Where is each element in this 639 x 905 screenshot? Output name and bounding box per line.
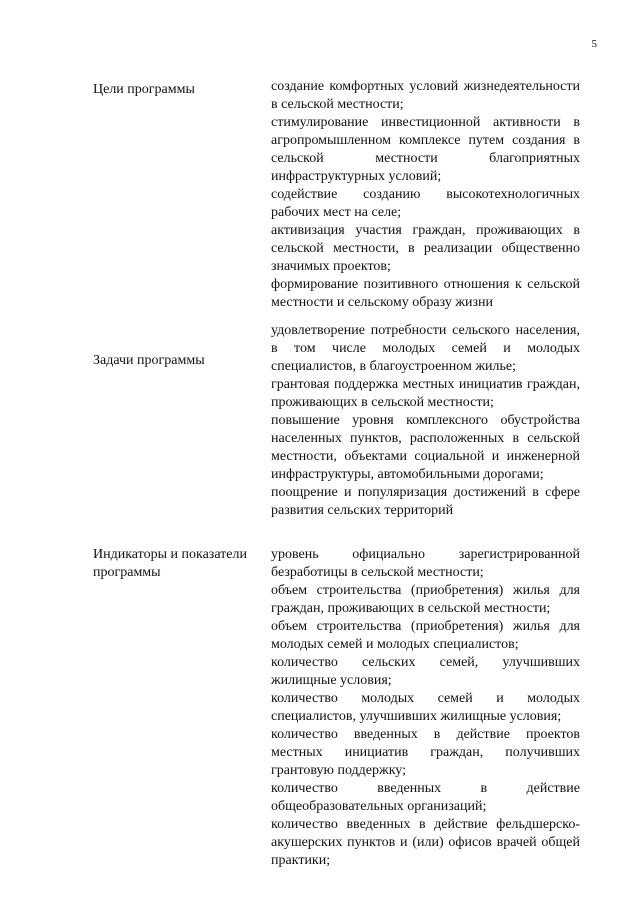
page-number: 5 bbox=[591, 38, 597, 50]
task-item: удовлетворение потребности сельского населения, в том числе молодых семей и молодых специалистов, в благоустроенном жилье; bbox=[271, 323, 580, 374]
indicator-item: количество введенных в действие фельдшерско-акушерских пунктов и (или) офисов врачей общей практики; bbox=[271, 817, 580, 868]
goal-item: формирование позитивного отношения к сельской местности и сельскому образу жизни bbox=[271, 277, 580, 310]
goal-item: стимулирование инвестиционной активности в агропромышленном комплексе путем создания в сельской местности благоприятных инфраструктурных условий; bbox=[271, 115, 580, 184]
goal-item: содействие созданию высокотехнологичных рабочих мест на селе; bbox=[271, 187, 580, 220]
indicator-item: уровень официально зарегистрированной безработицы в сельской местности; bbox=[271, 547, 580, 580]
indicator-item: количество введенных в действие общеобразовательных организаций; bbox=[271, 781, 580, 814]
goal-item: создание комфортных условий жизнедеятельности в сельской местности; bbox=[271, 79, 580, 112]
task-item: грантовая поддержка местных инициатив граждан, проживающих в сельской местности; bbox=[271, 377, 580, 410]
indicator-item: количество молодых семей и молодых специалистов, улучшивших жилищные условия; bbox=[271, 691, 580, 724]
goal-item: активизация участия граждан, проживающих в сельской местности, в реализации общественно значимых проектов; bbox=[271, 223, 580, 274]
section-label-goals: Цели программы bbox=[93, 82, 195, 97]
indicator-item: количество сельских семей, улучшивших жилищные условия; bbox=[271, 655, 580, 688]
section-content-tasks bbox=[271, 322, 580, 520]
section-label-indicators: Индикаторы и показатели программы bbox=[93, 547, 247, 580]
section-label-tasks: Задачи программы bbox=[93, 353, 205, 368]
indicator-item: количество введенных в действие проектов местных инициатив граждан, получивших грантовую поддержку; bbox=[271, 727, 580, 778]
section-content-indicators bbox=[271, 546, 580, 870]
task-item: повышение уровня комплексного обустройства населенных пунктов, расположенных в сельской местности, объектами социальной и инженерной инфраструктуры, автомобильными дорогами; bbox=[271, 413, 580, 482]
section-content-goals bbox=[271, 78, 580, 312]
indicator-item: объем строительства (приобретения) жилья для граждан, проживающих в сельской местности; bbox=[271, 583, 580, 616]
indicator-item: объем строительства (приобретения) жилья для молодых семей и молодых специалистов; bbox=[271, 619, 580, 652]
task-item: поощрение и популяризация достижений в сфере развития сельских территорий bbox=[271, 485, 580, 518]
